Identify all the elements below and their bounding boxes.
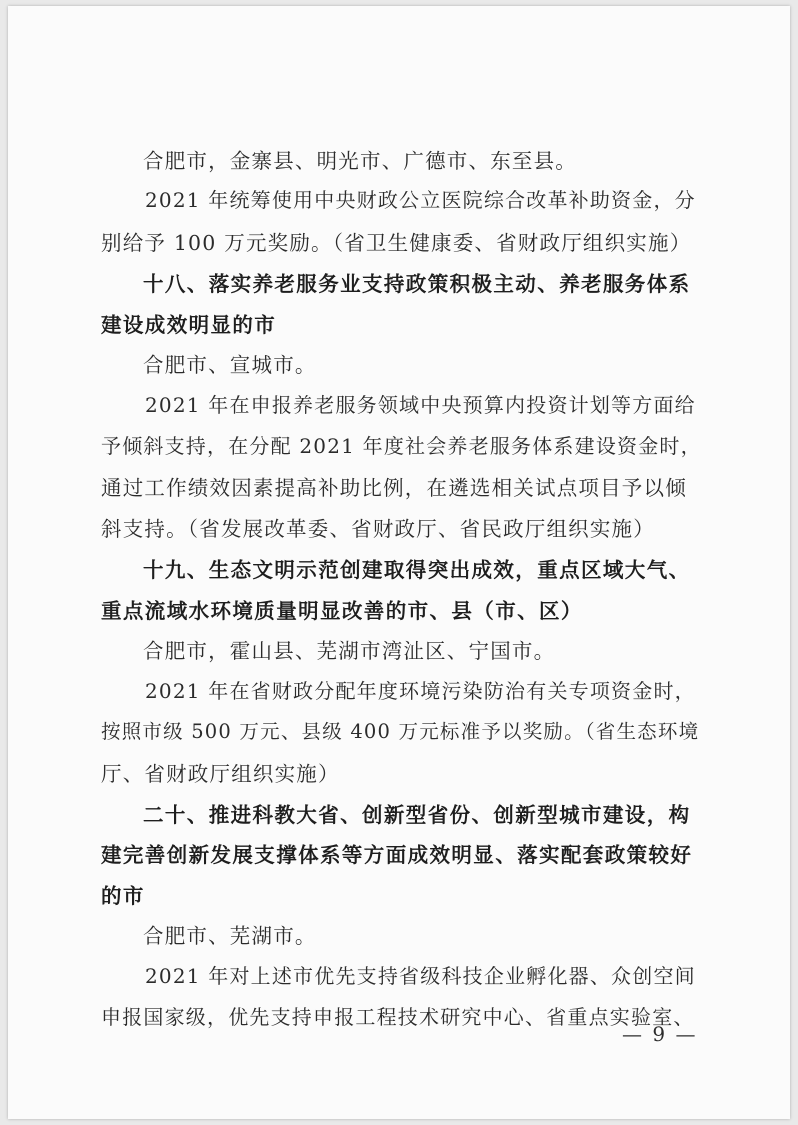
- page-number: — 9 —: [622, 1022, 698, 1046]
- section-heading: 建完善创新发展支撑体系等方面成效明显、落实配套政策较好: [101, 843, 693, 867]
- body-line: 按照市级 500 万元、县级 400 万元标准予以奖励。（省生态环境: [101, 720, 700, 743]
- body-line: 2021 年统筹使用中央财政公立医院综合改革补助资金，分: [145, 188, 696, 212]
- body-line: 通过工作绩效因素提高补助比例，在遴选相关试点项目予以倾: [101, 476, 687, 500]
- body-line: 申报国家级，优先支持申报工程技术研究中心、省重点实验室、: [101, 1005, 695, 1029]
- body-line: 厅、省财政厅组织实施）: [101, 762, 340, 786]
- body-line: 2021 年对上述市优先支持省级科技企业孵化器、众创空间: [145, 964, 696, 988]
- body-line: 合肥市，金寨县、明光市、广德市、东至县。: [143, 149, 577, 173]
- section-heading: 十八、落实养老服务业支持政策积极主动、养老服务体系: [143, 272, 691, 296]
- body-line: 2021 年在申报养老服务领域中央预算内投资计划等方面给: [145, 393, 696, 417]
- section-heading: 重点流域水环境质量明显改善的市、县（市、区）: [101, 599, 583, 623]
- section-heading: 的市: [101, 884, 145, 908]
- section-heading: 二十、推进科教大省、创新型省份、创新型城市建设，构: [143, 803, 691, 827]
- body-line: 合肥市、芜湖市。: [143, 924, 317, 948]
- body-line: 合肥市、宣城市。: [143, 353, 317, 377]
- body-line: 2021 年在省财政分配年度环境污染防治有关专项资金时，: [145, 679, 696, 703]
- body-line: 予倾斜支持，在分配 2021 年度社会养老服务体系建设资金时，: [101, 434, 702, 458]
- body-line: 斜支持。（省发展改革委、省财政厅、省民政厅组织实施）: [101, 517, 655, 541]
- document-page: [8, 6, 790, 1119]
- section-heading: 建设成效明显的市: [101, 313, 277, 337]
- body-line: 合肥市，霍山县、芜湖市湾沚区、宁国市。: [143, 639, 556, 663]
- section-heading: 十九、生态文明示范创建取得突出成效，重点区域大气、: [143, 558, 691, 582]
- body-line: 别给予 100 万元奖励。（省卫生健康委、省财政厅组织实施）: [101, 231, 692, 255]
